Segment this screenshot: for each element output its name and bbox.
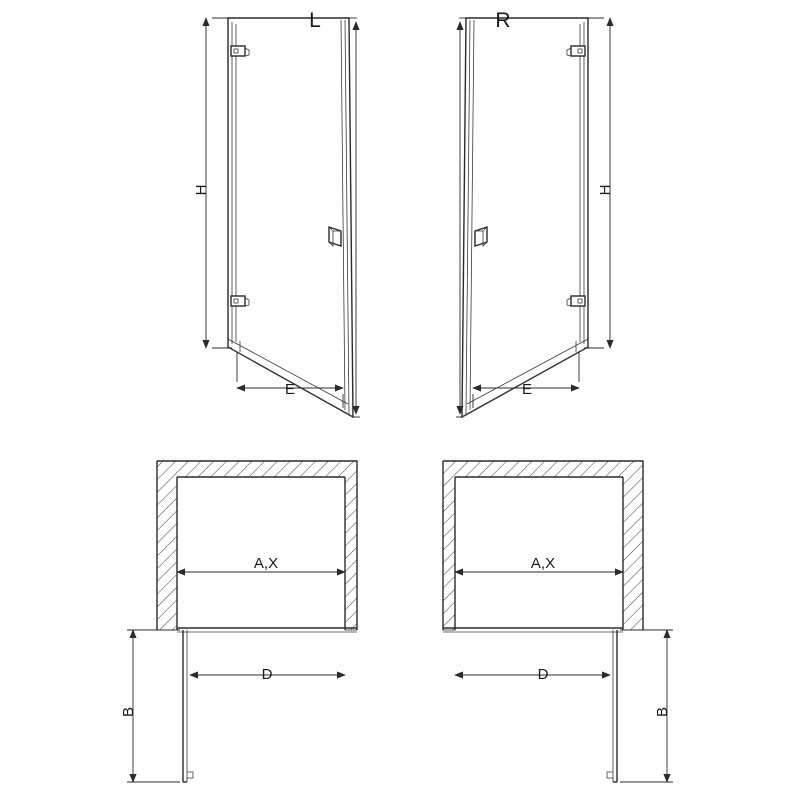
label-height-right: H [597, 184, 614, 196]
label-door-left: D [261, 666, 273, 683]
label-width-bottom-right: E [521, 381, 533, 398]
label-variant-L: L [309, 9, 321, 32]
label-variant-R: R [495, 9, 511, 32]
label-opening-left: A,X [253, 555, 279, 572]
label-width-bottom-left: E [284, 381, 296, 398]
label-door-right: D [537, 666, 549, 683]
label-opening-right: A,X [530, 555, 556, 572]
label-depth-left: B [120, 706, 137, 718]
label-depth-right: B [654, 706, 671, 718]
label-height-left: H [193, 184, 210, 196]
